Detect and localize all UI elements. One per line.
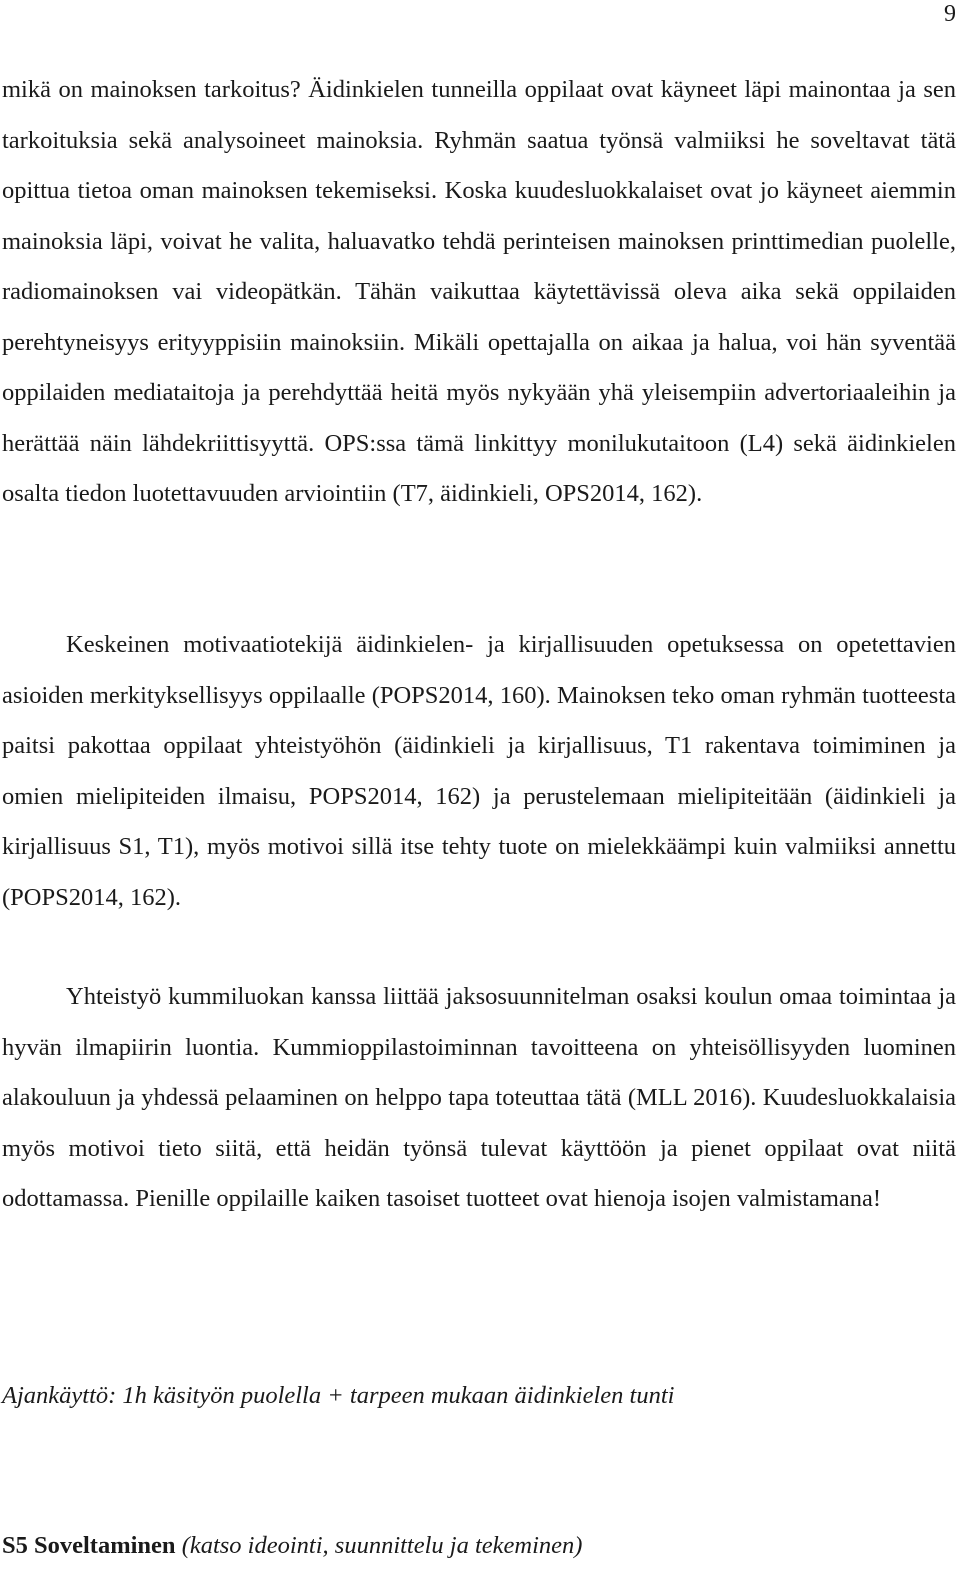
page-number: 9 <box>944 1 956 27</box>
paragraph-advertising: mikä on mainoksen tarkoitus? Äidinkielen tunneilla oppilaat ovat käyneet läpi mainontaa ja sen tarkoituksia sekä analysoineet mainoksia. Ryhmän saatua työnsä valmiiksi he soveltavat tätä opittua tietoa oman mainoksen tekemiseksi. Koska kuudesluokkalaiset ovat jo käyneet aiemmin mainoksia läpi, voivat he valita, haluavatko tehdä perinteisen mainoksen printtimedian puolelle, radiomainoksen vai videopätkän. Tähän vaikuttaa käytettävissä oleva aika sekä oppilaiden perehtyneisyys erityyppisiin mainoksiin. Mikäli opettajalla on aikaa ja halua, voi hän syventää oppilaiden mediataitoja ja perehdyttää heitä myös nykyään yhä yleisempiin advertoriaaleihin ja herättää näin lähdekriittisyyttä. OPS:ssa tämä linkittyy monilukutaitoon (L4) sekä äidinkielen osalta tiedon luotettavuuden arviointiin (T7, äidinkieli, OPS2014, 162). <box>2 76 956 507</box>
paragraph-motivation: Keskeinen motivaatiotekijä äidinkielen- ja kirjallisuuden opetuksessa on opetettavien asioiden merkityksellisyys oppilaalle (POPS2014, 160). Mainoksen teko oman ryhmän tuotteesta paitsi pakottaa oppilaat yhteistyöhön (äidinkieli ja kirjallisuus, T1 rakentava toimiminen ja omien mielipiteiden ilmaisu, POPS2014, 162) ja perustelemaan mielipiteitään (äidinkieli ja kirjallisuus S1, T1), myös motivoi sillä itse tehty tuote on mielekkäämpi kuin valmiiksi annettu (POPS2014, 162). <box>2 631 956 911</box>
time-usage-note: Ajankäyttö: 1h käsityön puolella + tarpeen mukaan äidinkielen tunti <box>2 1382 675 1409</box>
section-heading <box>2 1528 582 1564</box>
section-title: S5 Soveltaminen <box>2 1532 176 1559</box>
paragraph-cooperation: Yhteistyö kummiluokan kanssa liittää jaksosuunnitelman osaksi koulun omaa toimintaa ja hyvän ilmapiirin luontia. Kummioppilastoiminnan tavoitteena on yhteisöllisyyden luominen alakouluun ja yhdessä pelaaminen on helppo tapa toteuttaa tätä (MLL 2016). Kuudesluokkalaisia myös motivoi tieto siitä, että heidän työnsä tulevat käyttöön ja pienet oppilaat ovat niitä odottamassa. Pienille oppilaille kaiken tasoiset tuotteet ovat hienoja isojen valmistamana! <box>2 983 956 1212</box>
section-subtitle: (katso ideointi, suunnittelu ja tekeminen) <box>181 1532 583 1559</box>
